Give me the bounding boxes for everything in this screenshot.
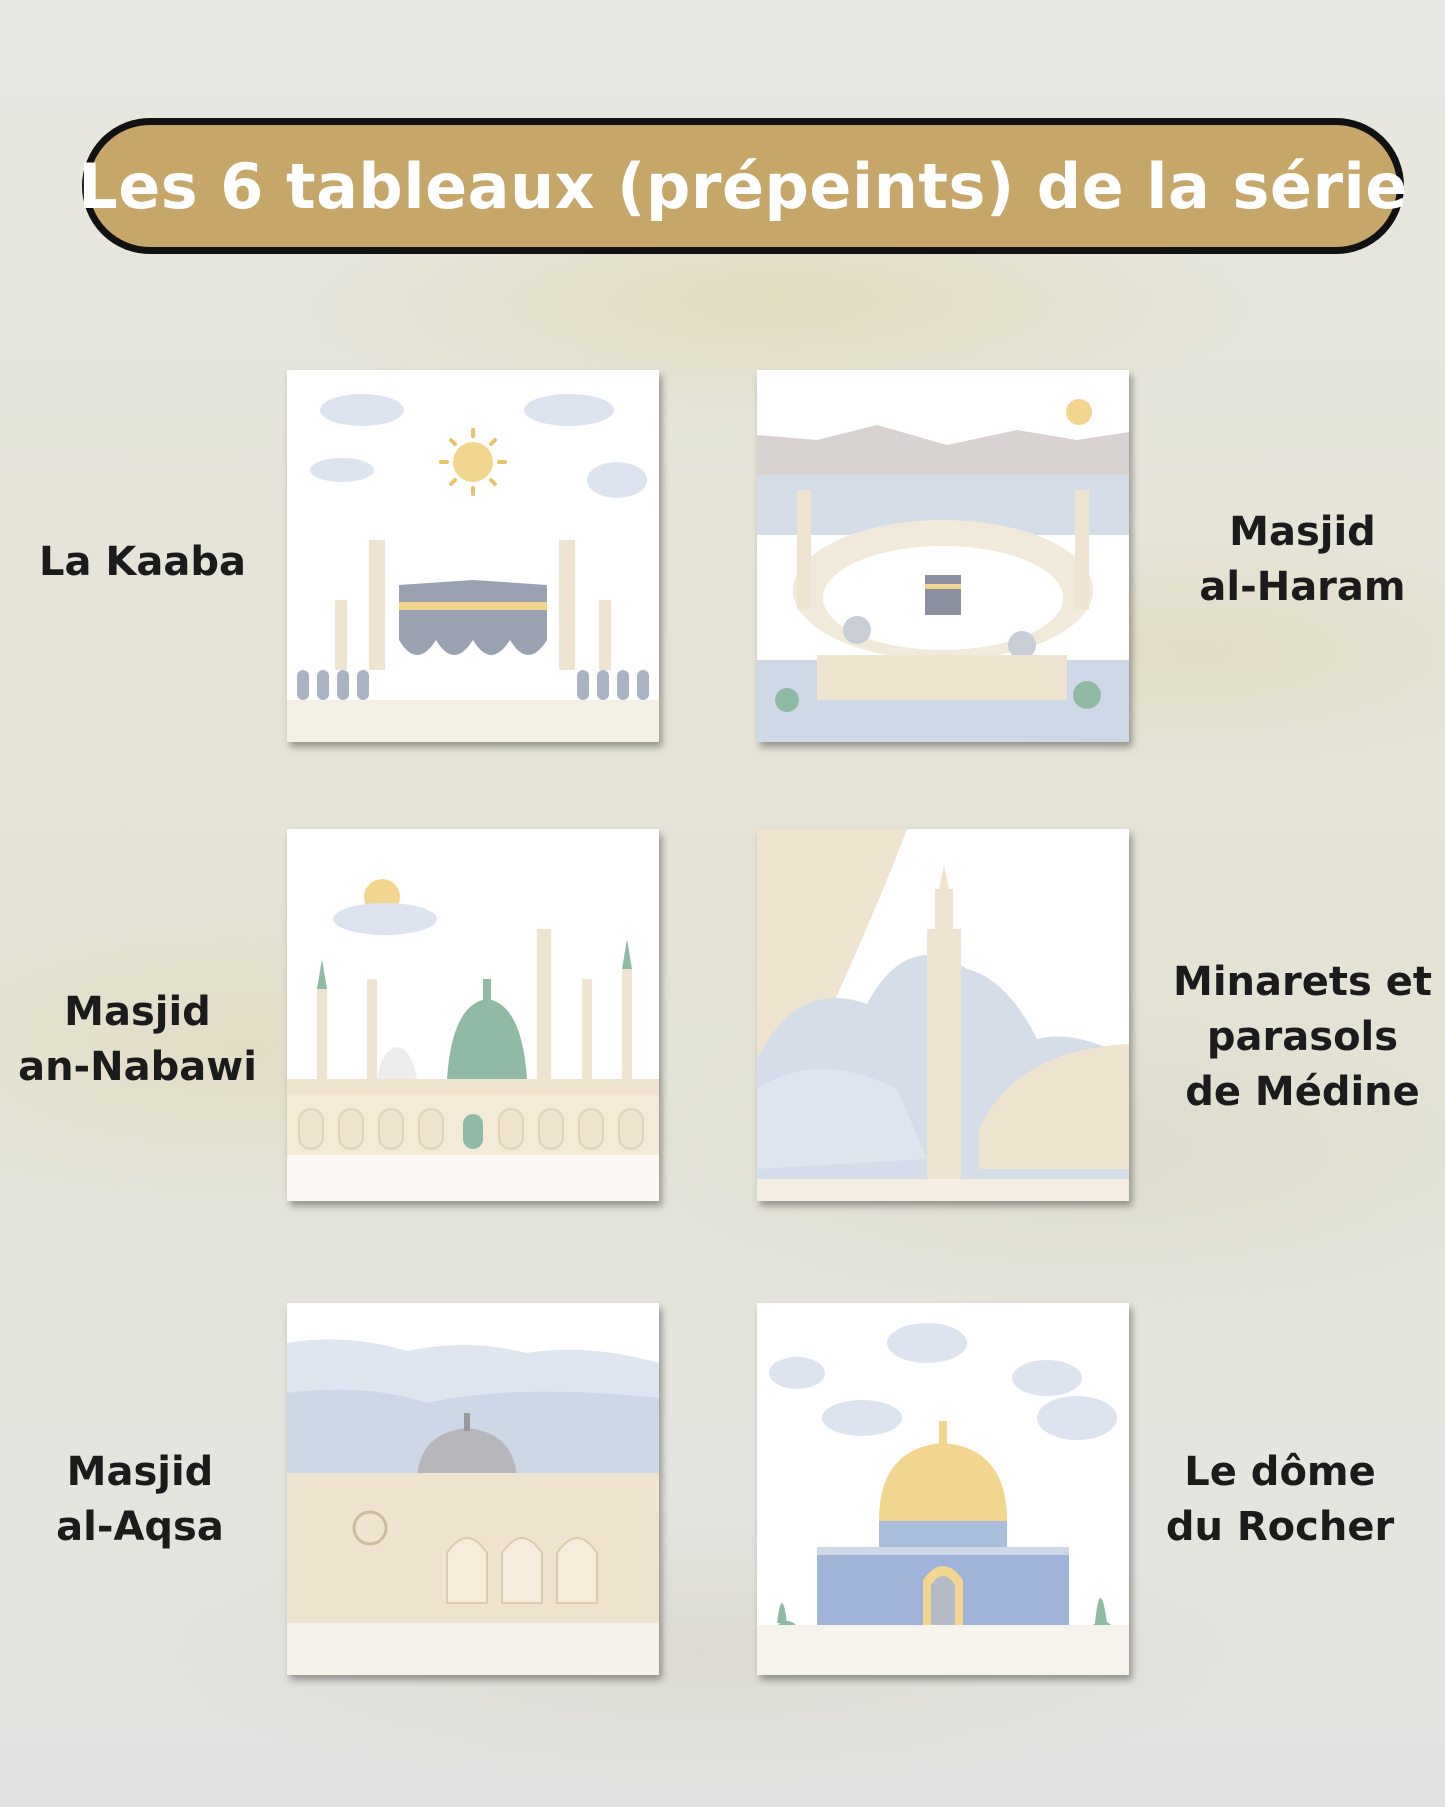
painting-dome-du-rocher — [757, 1303, 1129, 1675]
painting-masjid-al-aqsa — [287, 1303, 659, 1675]
painting-minarets-medine — [757, 829, 1129, 1201]
label-minarets-medine: Minarets et parasols de Médine — [1173, 959, 1432, 1115]
label-masjid-an-nabawi: Masjid an-Nabawi — [18, 989, 257, 1090]
painting-masjid-al-haram — [757, 370, 1129, 742]
title-banner — [78, 118, 1408, 254]
painting-masjid-an-nabawi — [287, 829, 659, 1201]
label-masjid-al-aqsa: Masjid al-Aqsa — [56, 1449, 224, 1550]
label-dome-du-rocher: Le dôme du Rocher — [1165, 1449, 1395, 1550]
label-la-kaaba: La Kaaba — [38, 539, 246, 585]
label-masjid-al-haram: Masjid al-Haram — [1199, 509, 1406, 610]
page-title: Les 6 tableaux (prépeints) de la série — [78, 149, 1408, 223]
painting-la-kaaba — [287, 370, 659, 742]
